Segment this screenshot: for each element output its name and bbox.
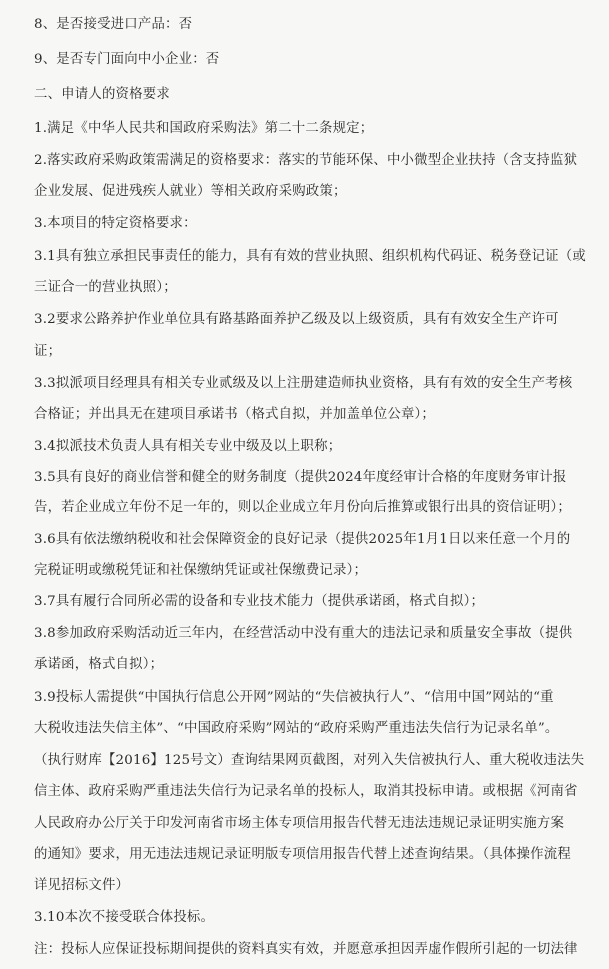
text-line: 3.5具有良好的商业信誉和健全的财务制度（提供2024年度经审计合格的年度财务审计报 [34,470,567,485]
text-line: 信主体、政府采购严重违法失信行为记录名单的投标人，取消其投标申请。或根据《河南省 [34,784,578,799]
text-line: 三证合一的营业执照）； [34,280,177,295]
text-line: 3.10本次不接受联合体投标。 [34,910,215,925]
text-line: 3.本项目的特定资格要求： [34,216,197,231]
text-line: （执行财库【2016】125号文）查询结果网页截图，对列入失信被执行人、重大税收违法失 [34,753,585,768]
text-line: 告，若企业成立年份不足一年的，则以企业成立年月份向后推算或银行出具的资信证明）； [34,500,571,515]
text-line: 8、是否接受进口产品：否 [34,17,193,32]
text-line: 3.9投标人需提供“中国执行信息公开网”网站的“失信被执行人”、“信用中国”网站的“重 [34,690,554,705]
text-line: 3.1具有独立承担民事责任的能力，具有有效的营业执照、组织机构代码证、税务登记证（或 [34,249,586,264]
text-line: 合格证；并出具无在建项目承诺书（格式自拟，并加盖单位公章）； [34,407,436,422]
text-line: 证； [34,344,62,359]
text-line: 3.7具有履行合同所必需的设备和专业技术能力（提供承诺函，格式自拟）； [34,594,485,609]
text-line: 3.4拟派技术负责人具有相关专业中级及以上职称； [34,439,342,454]
text-line: 详见招标文件） [34,878,130,893]
text-line: 企业发展、促进残疾人就业）等相关政府采购政策； [34,184,347,199]
text-line: 注：投标人应保证投标期间提供的资料真实有效，并愿意承担因弄虚作假所引起的一切法律 [34,942,578,957]
text-line: 承诺函，格式自拟）； [34,657,164,672]
text-line: 9、是否专门面向中小企业：否 [34,52,220,67]
section-heading: 二、申请人的资格要求 [34,87,170,102]
text-line: 2.落实政府采购政策需满足的资格要求：落实的节能环保、中小微型企业扶持（含支持监狱 [34,153,578,168]
text-line: 人民政府办公厅关于印发河南省市场主体专项信用报告代替无违法违规记录证明实施方案 [34,816,565,831]
text-line: 完税证明或缴税凭证和社保缴纳凭证或社保缴费记录）； [34,563,368,578]
text-line: 3.2要求公路养护作业单位具有路基路面养护乙级及以上级资质，具有有效安全生产许可 [34,312,559,327]
text-line: 大税收违法失信主体”、“中国政府采购”网站的“政府采购严重违法失信行为记录名单”。 [34,721,559,736]
text-line: 3.6具有依法缴纳税收和社会保障资金的良好记录（提供2025年1月1日以来任意一个月的 [34,532,571,547]
text-line: 3.3拟派项目经理具有相关专业贰级及以上注册建造师执业资格，具有有效的安全生产考核 [34,376,573,391]
text-line: 的通知》要求，用无违法违规记录证明版专项信用报告代替上述查询结果。（具体操作流程 [34,847,571,862]
text-line: 1.满足《中华人民共和国政府采购法》第二十二条规定； [34,121,374,136]
text-line: 3.8参加政府采购活动近三年内，在经营活动中没有重大的违法记录和质量安全事故（提供 [34,626,573,641]
